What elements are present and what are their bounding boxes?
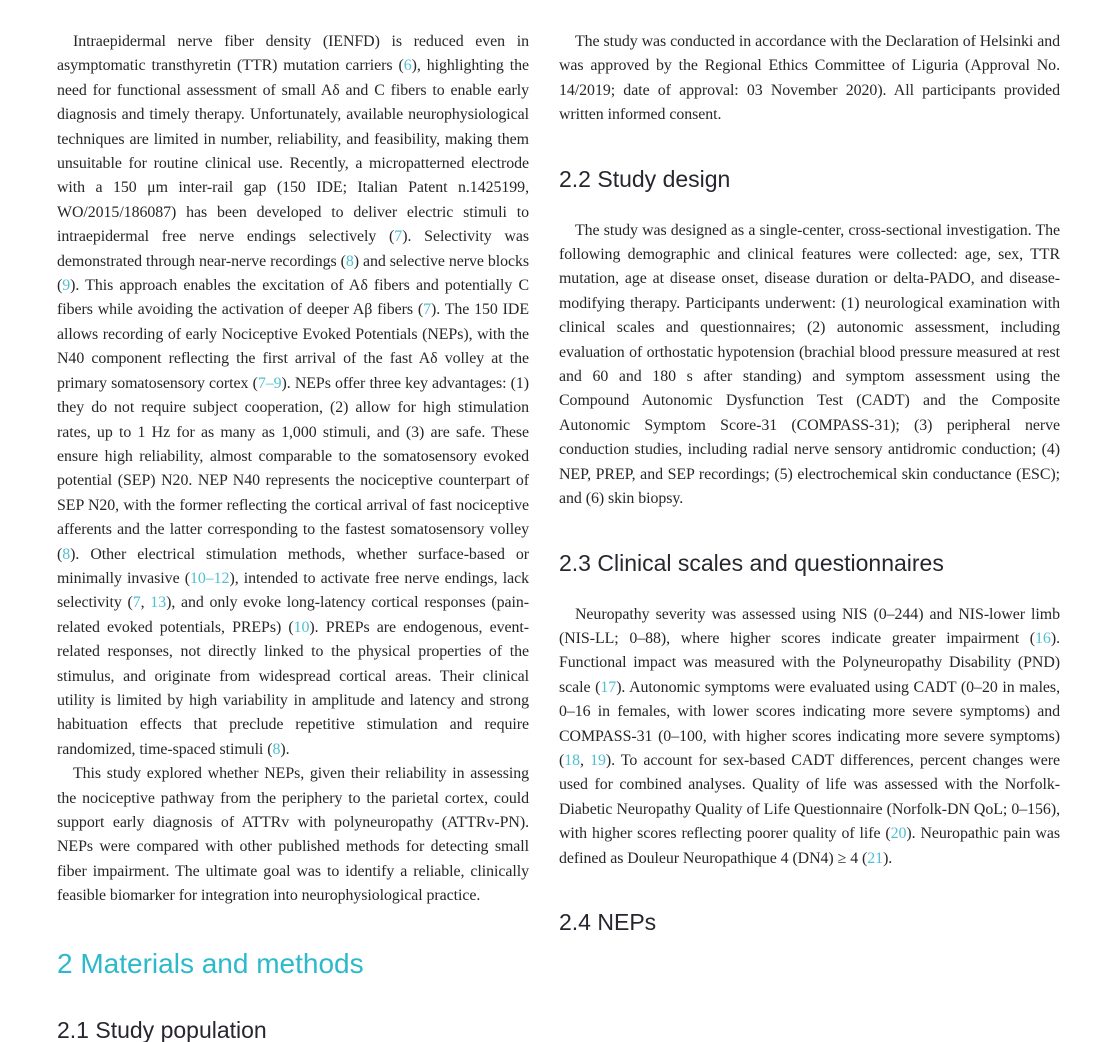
- citation-link[interactable]: 9: [62, 277, 71, 295]
- citation-link[interactable]: 18: [564, 751, 581, 769]
- citation-link[interactable]: 8: [272, 740, 281, 758]
- subsection-heading: 2.4 NEPs: [559, 908, 657, 935]
- citation-link[interactable]: 8: [62, 545, 71, 563]
- citation-link[interactable]: 6: [403, 57, 412, 75]
- subsection-heading: 2.3 Clinical scales and questionnaires: [559, 549, 944, 576]
- citation-link[interactable]: 7: [394, 228, 403, 246]
- citation-link[interactable]: 13: [150, 594, 167, 612]
- citation-link[interactable]: 8: [345, 252, 354, 270]
- paragraph: Intraepidermal nerve fiber density (IENFD) is reduced even in asymptomatic transthyretin (TTR) mutation carriers (6), highlighting the need for functional assessment of small Aδ and C fibers to enable early diagnosis and timely therapy. Unfortunately, available neurophysiological techniques are limited in number, reliability, and feasibility, making them unsuitable for routine clinical use. Recently, a micropatterned electrode with a 150 μm inter-rail gap (150 IDE; Italian Patent n.1425199, WO/2015/186087) has been developed to deliver electric stimuli to intraepidermal free nerve endings selectively (7). Selectivity was demonstrated through near-nerve recordings (8) and selective nerve blocks (9). This approach enables the excitation of Aδ fibers and potentially C fibers while avoiding the activation of deeper Aβ fibers (7). The 150 IDE allows recording of early Nociceptive Evoked Potentials (NEPs), with the N40 component reflecting the first arrival of the fast Aδ volley at the primary somatosensory cortex (7–9). NEPs offer three key advantages: (1) they do not require subject cooperation, (2) allow for high stimulation rates, up to 1 Hz for as many as 1,000 stimuli, and (3) are safe. These ensure high reliability, almost comparable to the somatosensory evoked potential (SEP) N20. NEP N40 represents the nociceptive counterpart of SEP N20, with the former reflecting the cortical arrival of fast nociceptive afferents and the latter corresponding to the fastest somatosensory volley (8). Other electrical stimulation methods, whether surface-based or minimally invasive (10–12), intended to activate free nerve endings, lack selectivity (7, 13), and only evoke long-latency cortical responses (pain-related evoked potentials, PREPs) (10). PREPs are endogenous, event-related responses, not directly linked to the physical properties of the stimulus, and originate from widespread cortical areas. Their clinical utility is limited by high variability in amplitude and latency and strong habituation effects that preclude repetitive stimulation and require randomized, time-spaced stimuli (8).: [57, 33, 530, 758]
- citation-link[interactable]: 7: [423, 301, 431, 319]
- paragraph: This study explored whether NEPs, given their reliability in assessing the nociceptive pathway from the periphery to the parietal cortex, could support early diagnosis of ATTRv with polyneuropathy (ATTRv-PN). NEPs were compared with other published methods for detecting small fiber impairment. The ultimate goal was to identify a reliable, clinically feasible biomarker for integration into neurophysiological practice.: [57, 765, 529, 905]
- citation-link[interactable]: 16: [1035, 629, 1051, 647]
- citation-link[interactable]: 7–9: [257, 374, 282, 392]
- citation-link[interactable]: 19: [590, 751, 606, 769]
- left-column: [57, 30, 529, 1042]
- citation-link[interactable]: 7: [132, 594, 141, 612]
- citation-link[interactable]: 10: [293, 618, 310, 636]
- section-heading: 2 Materials and methods: [57, 947, 364, 979]
- citation-link[interactable]: 20: [890, 825, 907, 843]
- paragraph: Neuropathy severity was assessed using NIS (0–244) and NIS-lower limb (NIS-LL; 0–88), where higher scores indicate greater impairment (16). Functional impact was measured with the Polyneuropathy Disability (PND) scale (17). Autonomic symptoms were evaluated using CADT (0–20 in males, 0–16 in females, with lower scores indicating more severe symptoms) and COMPASS-31 (0–100, with higher scores indicating more severe symptoms) (18, 19). To account for sex-based CADT differences, percent changes were used for combined analyses. Quality of life was assessed with the Norfolk-Diabetic Neuropathy Quality of Life Questionnaire (Norfolk-DN QoL; 0–156), with higher scores reflecting poorer quality of life (20). Neuropathic pain was defined as Douleur Neuropathique 4 (DN4) ≥ 4 (21).: [559, 605, 1060, 867]
- citation-link[interactable]: 17: [600, 678, 617, 696]
- right-column: [559, 30, 1060, 962]
- citation-link[interactable]: 10–12: [189, 569, 230, 587]
- paragraph: The study was designed as a single-center, cross-sectional investigation. The following demographic and clinical features were collected: age, sex, TTR mutation, age at disease onset, disease duration or delta-PADO, and disease-modifying therapy. Participants underwent: (1) neurological examination with clinical scales and questionnaires; (2) autonomic assessment, including evaluation of orthostatic hypotension (brachial blood pressure measured at rest and 60 and 180 s after standing) and symptom assessment using the Compound Autonomic Dysfunction Test (CADT) and the Composite Autonomic Symptom Score-31 (COMPASS-31); (3) peripheral nerve conduction studies, including radial nerve sensory antidromic conduction; (4) NEP, PREP, and SEP recordings; (5) electrochemical skin conductance (ESC); and (6) skin biopsy.: [559, 221, 1060, 508]
- subsection-heading: 2.2 Study design: [559, 165, 731, 192]
- paragraph: The study was conducted in accordance with the Declaration of Helsinki and was approved by the Regional Ethics Committee of Liguria (Approval No. 14/2019; date of approval: 03 November 2020). All participants provided written informed consent.: [559, 33, 1060, 124]
- subsection-heading: 2.1 Study population: [57, 1016, 267, 1042]
- citation-link[interactable]: 21: [867, 849, 884, 867]
